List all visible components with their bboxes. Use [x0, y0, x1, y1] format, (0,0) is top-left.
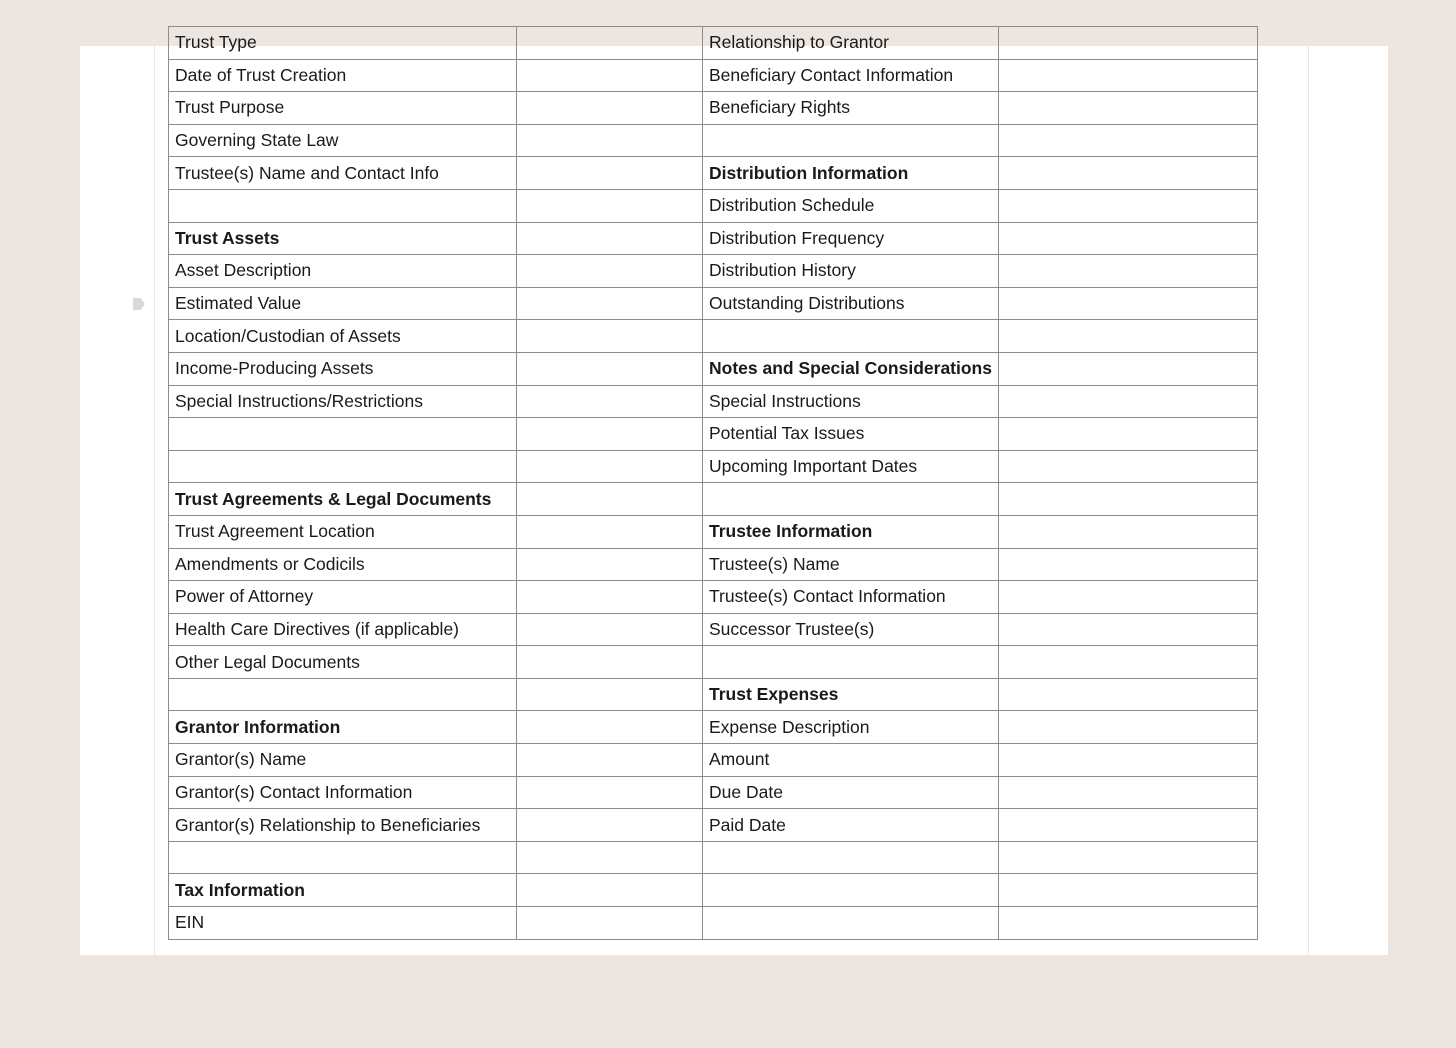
right-value-cell[interactable]: [998, 352, 1257, 385]
right-label-cell: Trustee(s) Name: [703, 548, 999, 581]
left-value-cell[interactable]: [517, 646, 703, 679]
right-value-cell[interactable]: [998, 189, 1257, 222]
left-label-cell: Trust Agreement Location: [169, 515, 517, 548]
left-label-cell: Trust Agreements & Legal Documents: [169, 483, 517, 516]
right-label-cell: Distribution History: [703, 255, 999, 288]
right-label-cell: Relationship to Grantor: [703, 27, 999, 60]
left-value-cell[interactable]: [517, 776, 703, 809]
right-value-cell[interactable]: [998, 678, 1257, 711]
table-row: [169, 222, 1258, 255]
left-label-cell: Power of Attorney: [169, 581, 517, 614]
left-margin-guide: [154, 46, 155, 955]
right-value-cell[interactable]: [998, 646, 1257, 679]
right-label-cell: Beneficiary Contact Information: [703, 59, 999, 92]
left-value-cell[interactable]: [517, 92, 703, 125]
right-label-cell: Successor Trustee(s): [703, 613, 999, 646]
right-value-cell[interactable]: [998, 320, 1257, 353]
right-value-cell[interactable]: [998, 157, 1257, 190]
left-label-cell: [169, 450, 517, 483]
table-row: [169, 320, 1258, 353]
left-label-cell: Trustee(s) Name and Contact Info: [169, 157, 517, 190]
right-value-cell[interactable]: [998, 809, 1257, 842]
right-label-cell: [703, 874, 999, 907]
right-label-cell: Paid Date: [703, 809, 999, 842]
table-row: [169, 809, 1258, 842]
right-label-cell: Potential Tax Issues: [703, 418, 999, 451]
table-row: [169, 907, 1258, 940]
table-row: [169, 548, 1258, 581]
table-row: [169, 581, 1258, 614]
left-value-cell[interactable]: [517, 841, 703, 874]
table-row: [169, 287, 1258, 320]
left-value-cell[interactable]: [517, 711, 703, 744]
right-label-cell: Distribution Schedule: [703, 189, 999, 222]
right-value-cell[interactable]: [998, 255, 1257, 288]
table-row: [169, 711, 1258, 744]
right-value-cell[interactable]: [998, 841, 1257, 874]
right-value-cell[interactable]: [998, 385, 1257, 418]
table-row: [169, 678, 1258, 711]
left-label-cell: Health Care Directives (if applicable): [169, 613, 517, 646]
left-value-cell[interactable]: [517, 222, 703, 255]
table-row: [169, 352, 1258, 385]
right-value-cell[interactable]: [998, 450, 1257, 483]
trust-info-table: [168, 26, 1258, 940]
table-row: [169, 157, 1258, 190]
left-value-cell[interactable]: [517, 874, 703, 907]
left-value-cell[interactable]: [517, 483, 703, 516]
right-value-cell[interactable]: [998, 483, 1257, 516]
table-row: [169, 874, 1258, 907]
left-value-cell[interactable]: [517, 59, 703, 92]
right-value-cell[interactable]: [998, 548, 1257, 581]
right-label-cell: [703, 646, 999, 679]
left-label-cell: Other Legal Documents: [169, 646, 517, 679]
left-value-cell[interactable]: [517, 678, 703, 711]
right-value-cell[interactable]: [998, 418, 1257, 451]
left-label-cell: Location/Custodian of Assets: [169, 320, 517, 353]
table-row: [169, 418, 1258, 451]
right-label-cell: Upcoming Important Dates: [703, 450, 999, 483]
left-value-cell[interactable]: [517, 27, 703, 60]
right-value-cell[interactable]: [998, 776, 1257, 809]
left-label-cell: [169, 678, 517, 711]
left-label-cell: Grantor(s) Relationship to Beneficiaries: [169, 809, 517, 842]
table-row: [169, 124, 1258, 157]
right-margin-guide: [1308, 46, 1309, 955]
left-value-cell[interactable]: [517, 907, 703, 940]
right-label-cell: Trustee(s) Contact Information: [703, 581, 999, 614]
table-row: [169, 27, 1258, 60]
document-page: [80, 32, 1388, 955]
right-label-cell: Special Instructions: [703, 385, 999, 418]
right-label-cell: [703, 841, 999, 874]
left-value-cell[interactable]: [517, 450, 703, 483]
left-label-cell: Income-Producing Assets: [169, 352, 517, 385]
left-value-cell[interactable]: [517, 809, 703, 842]
left-label-cell: Trust Assets: [169, 222, 517, 255]
right-value-cell[interactable]: [998, 27, 1257, 60]
left-label-cell: [169, 418, 517, 451]
left-label-cell: Governing State Law: [169, 124, 517, 157]
table-row: [169, 483, 1258, 516]
right-value-cell[interactable]: [998, 287, 1257, 320]
right-label-cell: Distribution Frequency: [703, 222, 999, 255]
right-label-cell: [703, 483, 999, 516]
left-label-cell: Asset Description: [169, 255, 517, 288]
table-row: [169, 255, 1258, 288]
left-label-cell: EIN: [169, 907, 517, 940]
left-value-cell[interactable]: [517, 124, 703, 157]
left-label-cell: Grantor Information: [169, 711, 517, 744]
right-value-cell[interactable]: [998, 744, 1257, 777]
left-label-cell: Special Instructions/Restrictions: [169, 385, 517, 418]
right-label-cell: [703, 124, 999, 157]
left-label-cell: Date of Trust Creation: [169, 59, 517, 92]
right-value-cell[interactable]: [998, 124, 1257, 157]
right-label-cell: Outstanding Distributions: [703, 287, 999, 320]
table-row: [169, 776, 1258, 809]
left-value-cell[interactable]: [517, 157, 703, 190]
left-value-cell[interactable]: [517, 613, 703, 646]
left-value-cell[interactable]: [517, 418, 703, 451]
table-row: [169, 450, 1258, 483]
left-label-cell: Trust Purpose: [169, 92, 517, 125]
right-value-cell[interactable]: [998, 613, 1257, 646]
left-value-cell[interactable]: [517, 352, 703, 385]
left-value-cell[interactable]: [517, 744, 703, 777]
table-row: [169, 92, 1258, 125]
table-row: [169, 59, 1258, 92]
left-value-cell[interactable]: [517, 515, 703, 548]
table-body: [169, 27, 1258, 940]
table-row: [169, 385, 1258, 418]
left-value-cell[interactable]: [517, 581, 703, 614]
right-label-cell: Distribution Information: [703, 157, 999, 190]
left-label-cell: Estimated Value: [169, 287, 517, 320]
left-value-cell[interactable]: [517, 287, 703, 320]
right-value-cell[interactable]: [998, 581, 1257, 614]
right-value-cell[interactable]: [998, 711, 1257, 744]
right-label-cell: Notes and Special Considerations: [703, 352, 999, 385]
right-label-cell: Expense Description: [703, 711, 999, 744]
left-label-cell: Grantor(s) Contact Information: [169, 776, 517, 809]
right-label-cell: Trustee Information: [703, 515, 999, 548]
right-value-cell[interactable]: [998, 874, 1257, 907]
left-value-cell[interactable]: [517, 548, 703, 581]
right-label-cell: Trust Expenses: [703, 678, 999, 711]
left-label-cell: [169, 841, 517, 874]
right-value-cell[interactable]: [998, 92, 1257, 125]
left-value-cell[interactable]: [517, 255, 703, 288]
table-row: [169, 744, 1258, 777]
right-label-cell: Due Date: [703, 776, 999, 809]
left-label-cell: Tax Information: [169, 874, 517, 907]
right-value-cell[interactable]: [998, 59, 1257, 92]
table-row: [169, 515, 1258, 548]
right-value-cell[interactable]: [998, 222, 1257, 255]
right-label-cell: [703, 907, 999, 940]
right-value-cell[interactable]: [998, 515, 1257, 548]
table-row: [169, 646, 1258, 679]
left-label-cell: Grantor(s) Name: [169, 744, 517, 777]
left-value-cell[interactable]: [517, 320, 703, 353]
right-label-cell: Beneficiary Rights: [703, 92, 999, 125]
right-label-cell: [703, 320, 999, 353]
left-label-cell: Trust Type: [169, 27, 517, 60]
left-value-cell[interactable]: [517, 189, 703, 222]
left-label-cell: [169, 189, 517, 222]
paragraph-marker-icon: [133, 298, 145, 310]
table-row: [169, 189, 1258, 222]
table-row: [169, 613, 1258, 646]
right-label-cell: Amount: [703, 744, 999, 777]
left-label-cell: Amendments or Codicils: [169, 548, 517, 581]
left-value-cell[interactable]: [517, 385, 703, 418]
right-value-cell[interactable]: [998, 907, 1257, 940]
table-row: [169, 841, 1258, 874]
